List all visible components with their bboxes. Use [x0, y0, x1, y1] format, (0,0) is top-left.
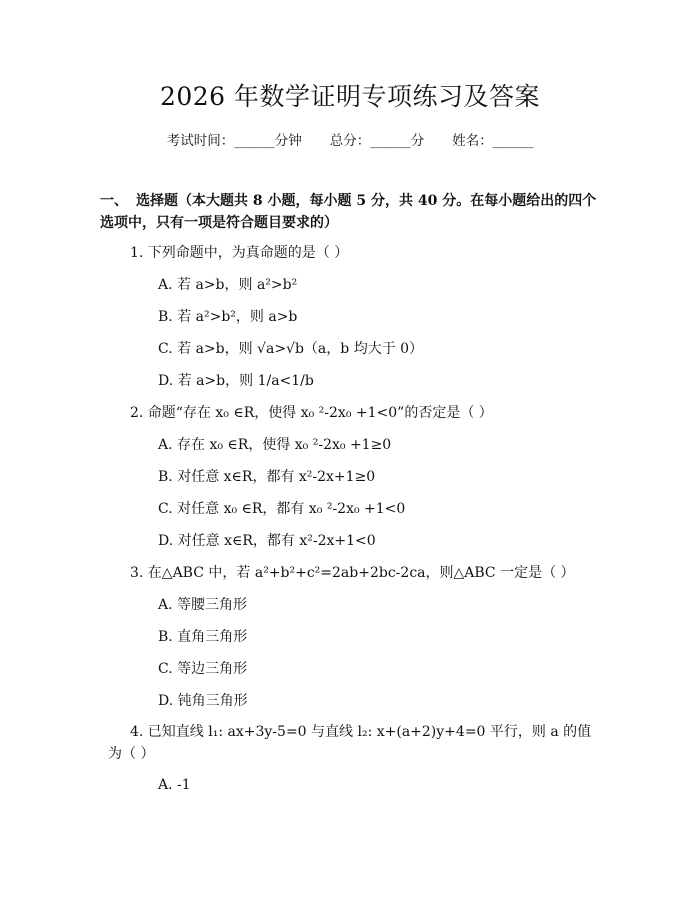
section-number: 一、 [100, 193, 128, 209]
question-1-option-b: B. 若 a²>b²，则 a>b [158, 309, 298, 325]
student-name-field: 姓名：______ [452, 133, 534, 149]
section-instructions: 选择题（本大题共 8 小题，每小题 5 分，共 40 分。在每小题给出的四个选项中，只有一项是符合题目要求的） [100, 193, 597, 231]
question-2-option-c: C. 对任意 x₀ ∈R，都有 x₀ ²-2x₀ +1<0 [158, 501, 406, 517]
question-2-option-a: A. 存在 x₀ ∈R，使得 x₀ ²-2x₀ +1≥0 [158, 437, 392, 453]
question-3-option-c: C. 等边三角形 [158, 661, 248, 677]
question-3-option-d: D. 钝角三角形 [158, 693, 248, 709]
exam-time-field: 考试时间：______分钟 [166, 133, 302, 149]
question-3-option-a: A. 等腰三角形 [158, 597, 248, 613]
question-1-option-c: C. 若 a>b，则 √a>√b（a，b 均大于 0） [158, 341, 424, 357]
question-1-option-d: D. 若 a>b，则 1/a<1/b [158, 373, 314, 389]
section-heading [100, 190, 600, 234]
question-1-option-a: A. 若 a>b，则 a²>b² [158, 277, 298, 293]
question-2-option-d: D. 对任意 x∈R，都有 x²-2x+1<0 [158, 533, 376, 549]
total-score-field: 总分：______分 [329, 133, 425, 149]
question-1-stem: 1. 下列命题中，为真命题的是（ ） [130, 245, 349, 261]
question-4-stem: 4. 已知直线 l₁: ax+3y-5=0 与直线 l₂: x+(a+2)y+4=0 平行，则 a 的值为（ ） [108, 724, 592, 762]
question-3-stem: 3. 在△ABC 中，若 a²+b²+c²=2ab+2bc-2ca，则△ABC 一定是（ ） [130, 565, 575, 581]
question-2-stem: 2. 命题“存在 x₀ ∈R，使得 x₀ ²-2x₀ +1<0”的否定是（ ） [130, 405, 493, 421]
question-2-option-b: B. 对任意 x∈R，都有 x²-2x+1≥0 [158, 469, 376, 485]
exam-meta-line [0, 131, 700, 151]
question-4-option-a: A. -1 [158, 777, 191, 793]
question-3-option-b: B. 直角三角形 [158, 629, 248, 645]
document-title: 2026 年数学证明专项练习及答案 [159, 82, 541, 111]
